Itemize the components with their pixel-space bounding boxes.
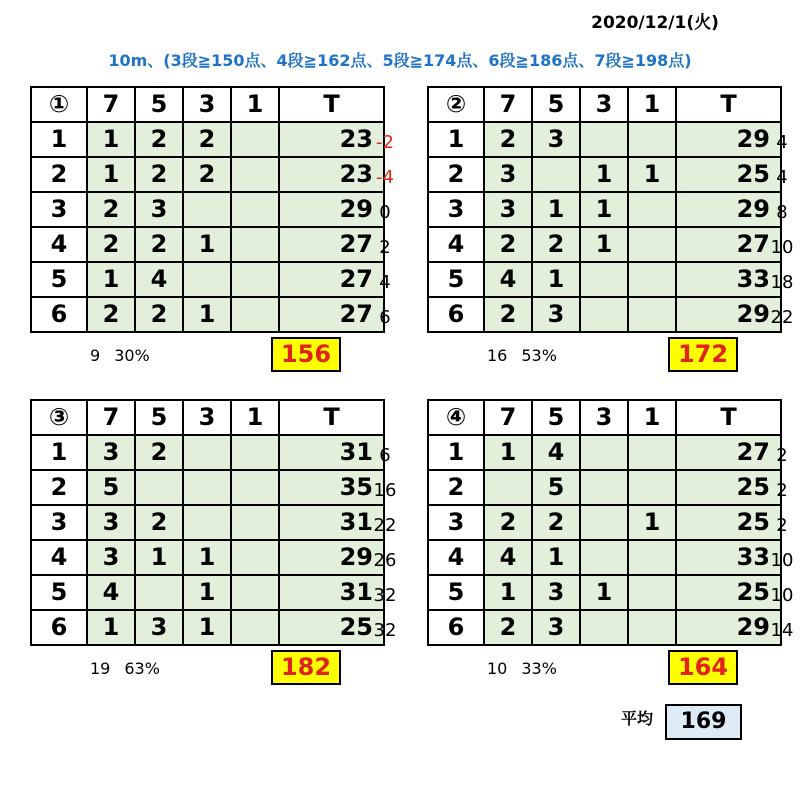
end-number: 4 <box>31 227 87 262</box>
count-cell: 4 <box>532 435 580 470</box>
count-cell: 1 <box>183 540 231 575</box>
count-cell: 1 <box>532 262 580 297</box>
header-row <box>428 87 781 122</box>
table-row <box>31 610 384 645</box>
block-total: 172 <box>668 337 738 372</box>
count-cell <box>231 575 279 610</box>
end-number: 3 <box>31 505 87 540</box>
count-cell <box>231 122 279 157</box>
end-number: 3 <box>428 192 484 227</box>
end-total-cell: 25 <box>676 575 781 610</box>
end-total-cell: 29 <box>676 297 781 332</box>
running-diff: 8 <box>776 202 788 223</box>
running-diff: 22 <box>770 307 794 328</box>
count-cell <box>231 297 279 332</box>
count-cell: 2 <box>87 192 135 227</box>
end-total-cell: 27 <box>676 227 781 262</box>
count-cell: 1 <box>87 122 135 157</box>
running-diff: 6 <box>379 445 391 466</box>
count-cell: 1 <box>135 540 183 575</box>
column-header: 1 <box>231 87 279 122</box>
sevens-percent: 30% <box>114 346 150 365</box>
count-cell <box>231 227 279 262</box>
end-number: 5 <box>31 262 87 297</box>
count-cell: 1 <box>580 192 628 227</box>
table-row <box>31 470 384 505</box>
count-cell <box>628 262 676 297</box>
end-total-cell: 31 <box>279 505 384 540</box>
rank-thresholds: 10m、(3段≧150点、4段≧162点、5段≧174点、6段≧186点、7段≧198点) <box>108 51 692 70</box>
count-cell: 3 <box>87 540 135 575</box>
end-number: 1 <box>31 122 87 157</box>
end-number: 6 <box>428 297 484 332</box>
column-header: 5 <box>135 400 183 435</box>
column-header: 7 <box>87 400 135 435</box>
stat-line <box>487 346 557 365</box>
table-row <box>31 505 384 540</box>
count-cell: 2 <box>135 297 183 332</box>
count-cell <box>580 540 628 575</box>
column-header: 3 <box>580 87 628 122</box>
count-cell <box>135 575 183 610</box>
count-cell <box>231 540 279 575</box>
count-cell: 3 <box>532 610 580 645</box>
count-cell <box>580 262 628 297</box>
running-diff: 0 <box>379 202 391 223</box>
running-diff: 4 <box>776 132 788 153</box>
count-cell: 1 <box>183 610 231 645</box>
column-header: 1 <box>628 400 676 435</box>
running-diff: 32 <box>373 620 397 641</box>
column-header: 3 <box>580 400 628 435</box>
end-number: 5 <box>428 262 484 297</box>
table-row <box>428 297 781 332</box>
end-total-cell: 29 <box>676 192 781 227</box>
end-total-cell: 25 <box>676 470 781 505</box>
count-cell <box>231 610 279 645</box>
count-cell: 1 <box>87 157 135 192</box>
count-cell: 5 <box>87 470 135 505</box>
count-cell: 1 <box>87 610 135 645</box>
count-cell: 2 <box>484 610 532 645</box>
count-cell: 1 <box>183 297 231 332</box>
count-cell: 2 <box>87 297 135 332</box>
count-cell: 2 <box>183 157 231 192</box>
score-table <box>30 86 385 333</box>
count-cell: 2 <box>484 505 532 540</box>
running-diff: 32 <box>373 585 397 606</box>
end-number: 5 <box>428 575 484 610</box>
count-cell: 3 <box>87 505 135 540</box>
block-number: ③ <box>31 400 87 435</box>
end-number: 2 <box>428 157 484 192</box>
end-total-cell: 33 <box>676 540 781 575</box>
count-cell: 3 <box>532 575 580 610</box>
average-label: 平均 <box>620 709 653 728</box>
count-cell: 3 <box>87 435 135 470</box>
running-diff: 2 <box>776 480 788 501</box>
table-row <box>31 435 384 470</box>
count-cell: 2 <box>135 122 183 157</box>
count-cell <box>628 470 676 505</box>
running-diff: 18 <box>770 272 794 293</box>
score-block-4 <box>427 399 794 681</box>
count-cell: 3 <box>484 192 532 227</box>
score-table <box>427 399 782 646</box>
table-row <box>31 575 384 610</box>
end-number: 4 <box>428 227 484 262</box>
end-total-cell: 27 <box>676 435 781 470</box>
stat-line <box>90 346 150 365</box>
table-row <box>31 297 384 332</box>
block-number: ② <box>428 87 484 122</box>
end-number: 1 <box>428 122 484 157</box>
count-cell: 1 <box>580 157 628 192</box>
table-row <box>31 122 384 157</box>
running-diff: 10 <box>770 237 794 258</box>
count-cell <box>580 435 628 470</box>
count-cell <box>135 470 183 505</box>
end-number: 2 <box>31 470 87 505</box>
end-number: 2 <box>31 157 87 192</box>
count-cell: 2 <box>484 227 532 262</box>
count-cell: 2 <box>484 297 532 332</box>
end-total-cell: 31 <box>279 435 384 470</box>
block-number: ④ <box>428 400 484 435</box>
column-header: 3 <box>183 400 231 435</box>
table-row <box>428 157 781 192</box>
count-cell <box>183 435 231 470</box>
count-cell <box>580 297 628 332</box>
sevens-count: 9 <box>90 346 101 365</box>
running-diff: 2 <box>379 237 391 258</box>
score-block-1 <box>30 86 394 368</box>
end-total-cell: 35 <box>279 470 384 505</box>
column-header: 5 <box>135 87 183 122</box>
count-cell <box>628 297 676 332</box>
table-row <box>428 227 781 262</box>
end-number: 4 <box>428 540 484 575</box>
count-cell <box>231 192 279 227</box>
stat-line <box>487 659 557 678</box>
count-cell <box>183 505 231 540</box>
table-row <box>31 262 384 297</box>
sevens-count: 10 <box>487 659 508 678</box>
header-row <box>31 400 384 435</box>
end-total-cell: 27 <box>279 227 384 262</box>
running-diff: 10 <box>770 550 794 571</box>
count-cell <box>628 192 676 227</box>
table-row <box>428 505 781 540</box>
count-cell <box>231 435 279 470</box>
count-cell <box>628 575 676 610</box>
count-cell: 4 <box>484 262 532 297</box>
count-cell: 5 <box>532 470 580 505</box>
end-number: 1 <box>428 435 484 470</box>
count-cell: 1 <box>87 262 135 297</box>
block-total: 182 <box>271 650 341 685</box>
column-header: T <box>676 400 781 435</box>
end-number: 6 <box>428 610 484 645</box>
end-number: 3 <box>428 505 484 540</box>
column-header: 7 <box>484 400 532 435</box>
count-cell <box>580 610 628 645</box>
table-row <box>428 435 781 470</box>
count-cell: 1 <box>183 227 231 262</box>
count-cell: 4 <box>484 540 532 575</box>
count-cell <box>628 435 676 470</box>
end-total-cell: 23 <box>279 157 384 192</box>
running-diff: 4 <box>776 167 788 188</box>
score-table <box>427 86 782 333</box>
count-cell: 1 <box>628 505 676 540</box>
running-diff: 16 <box>373 480 397 501</box>
running-diff: 2 <box>776 515 788 536</box>
count-cell: 1 <box>628 157 676 192</box>
sevens-percent: 33% <box>521 659 557 678</box>
end-total-cell: 25 <box>279 610 384 645</box>
end-number: 3 <box>31 192 87 227</box>
table-row <box>428 122 781 157</box>
column-header: 5 <box>532 400 580 435</box>
column-header: T <box>279 400 384 435</box>
score-table <box>30 399 385 646</box>
table-row <box>428 192 781 227</box>
table-row <box>428 575 781 610</box>
count-cell <box>580 470 628 505</box>
end-total-cell: 25 <box>676 157 781 192</box>
count-cell: 2 <box>135 227 183 262</box>
count-cell <box>628 227 676 262</box>
running-diff: 22 <box>373 515 397 536</box>
running-diff: 2 <box>776 445 788 466</box>
running-diff: 6 <box>379 307 391 328</box>
count-cell: 2 <box>484 122 532 157</box>
column-header: 7 <box>87 87 135 122</box>
count-cell <box>183 262 231 297</box>
count-cell: 1 <box>532 540 580 575</box>
column-header: 5 <box>532 87 580 122</box>
block-total: 164 <box>668 650 738 685</box>
count-cell: 2 <box>135 505 183 540</box>
column-header: 1 <box>628 87 676 122</box>
end-number: 6 <box>31 297 87 332</box>
running-diff: 4 <box>379 272 391 293</box>
block-total: 156 <box>271 337 341 372</box>
count-cell <box>580 122 628 157</box>
count-cell <box>183 192 231 227</box>
column-header: 3 <box>183 87 231 122</box>
running-diff: 26 <box>373 550 397 571</box>
end-number: 4 <box>31 540 87 575</box>
count-cell: 2 <box>532 227 580 262</box>
header-row <box>428 400 781 435</box>
end-number: 5 <box>31 575 87 610</box>
sevens-percent: 53% <box>521 346 557 365</box>
count-cell: 3 <box>532 122 580 157</box>
count-cell: 4 <box>135 262 183 297</box>
end-total-cell: 33 <box>676 262 781 297</box>
count-cell <box>628 610 676 645</box>
date-label: 2020/12/1(火) <box>591 13 719 33</box>
count-cell: 1 <box>532 192 580 227</box>
count-cell: 2 <box>183 122 231 157</box>
table-row <box>428 262 781 297</box>
end-total-cell: 29 <box>279 192 384 227</box>
end-total-cell: 31 <box>279 575 384 610</box>
running-diff: 14 <box>770 620 794 641</box>
count-cell <box>628 540 676 575</box>
count-cell <box>580 505 628 540</box>
end-total-cell: 25 <box>676 505 781 540</box>
count-cell <box>183 470 231 505</box>
column-header: 7 <box>484 87 532 122</box>
count-cell: 1 <box>183 575 231 610</box>
count-cell: 1 <box>484 435 532 470</box>
count-cell: 3 <box>135 192 183 227</box>
running-diff: -2 <box>376 132 394 153</box>
table-row <box>428 610 781 645</box>
count-cell <box>231 262 279 297</box>
count-cell: 3 <box>135 610 183 645</box>
count-cell <box>484 470 532 505</box>
count-cell <box>231 470 279 505</box>
count-cell: 3 <box>532 297 580 332</box>
sevens-percent: 63% <box>124 659 160 678</box>
count-cell <box>231 505 279 540</box>
end-total-cell: 29 <box>676 122 781 157</box>
end-total-cell: 29 <box>676 610 781 645</box>
count-cell <box>231 157 279 192</box>
running-diff: -4 <box>376 167 394 188</box>
score-block-3 <box>30 399 397 681</box>
average-value: 169 <box>665 704 742 740</box>
column-header: T <box>279 87 384 122</box>
stat-line <box>90 659 160 678</box>
table-row <box>428 470 781 505</box>
header-row <box>31 87 384 122</box>
count-cell: 2 <box>532 505 580 540</box>
count-cell: 3 <box>484 157 532 192</box>
running-diff: 10 <box>770 585 794 606</box>
end-total-cell: 27 <box>279 297 384 332</box>
table-row <box>31 157 384 192</box>
sevens-count: 16 <box>487 346 508 365</box>
end-total-cell: 29 <box>279 540 384 575</box>
end-number: 1 <box>31 435 87 470</box>
end-total-cell: 27 <box>279 262 384 297</box>
column-header: 1 <box>231 400 279 435</box>
count-cell: 2 <box>87 227 135 262</box>
column-header: T <box>676 87 781 122</box>
table-row <box>31 227 384 262</box>
count-cell: 1 <box>580 575 628 610</box>
count-cell <box>628 122 676 157</box>
end-number: 6 <box>31 610 87 645</box>
end-total-cell: 23 <box>279 122 384 157</box>
count-cell: 2 <box>135 157 183 192</box>
block-number: ① <box>31 87 87 122</box>
count-cell <box>532 157 580 192</box>
count-cell: 1 <box>484 575 532 610</box>
count-cell: 1 <box>580 227 628 262</box>
sevens-count: 19 <box>90 659 111 678</box>
end-number: 2 <box>428 470 484 505</box>
score-block-2 <box>427 86 794 368</box>
count-cell: 4 <box>87 575 135 610</box>
table-row <box>428 540 781 575</box>
table-row <box>31 540 384 575</box>
table-row <box>31 192 384 227</box>
count-cell: 2 <box>135 435 183 470</box>
